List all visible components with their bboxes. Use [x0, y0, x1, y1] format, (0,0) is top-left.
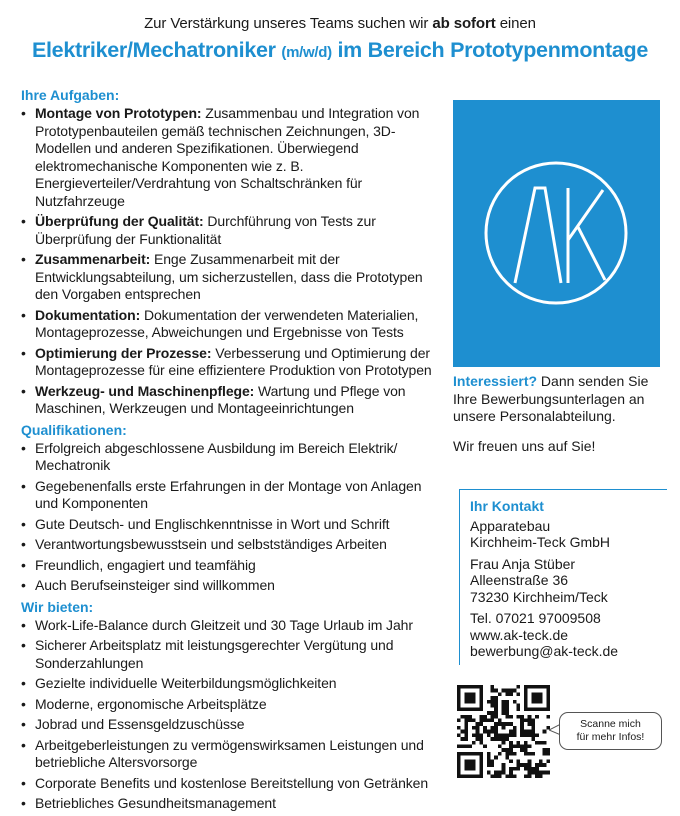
contact-street: Alleenstraße 36: [470, 572, 569, 588]
item-text: Durchführung von Tests zur Überprüfung der Funktionalität: [35, 213, 376, 247]
interest-closing: Wir freuen uns auf Sie!: [453, 437, 596, 454]
item-text: Corporate Benefits und kostenlose Bereitstellung von Getränken: [35, 774, 429, 791]
bieten-item: [21, 696, 441, 714]
intro-before: Zur Verstärkung unseres Teams suchen wir: [144, 15, 433, 32]
contact-channels: [470, 610, 667, 660]
item-text: Dokumentation der verwendeten Materialien, Montageprozesse, Abweichungen und Ergebnisse von Tests: [35, 306, 419, 340]
bieten-list: [21, 617, 441, 813]
qualifikationen-item: [21, 557, 441, 575]
contact-person: Frau Anja Stüber: [470, 555, 576, 572]
company-logo: [453, 100, 660, 367]
company-line-2: Kirchheim-Teck GmbH: [470, 534, 611, 550]
item-text: Wartung und Pflege von Maschinen, Werkzeugen und Montageeinrichtungen: [35, 382, 406, 416]
qr-callout: [559, 712, 662, 750]
aufgaben-item: [21, 307, 441, 342]
intro-line: [0, 15, 680, 32]
qualifikationen-item: [21, 536, 441, 554]
qualifikationen-item: [21, 478, 441, 513]
contact-heading: Ihr Kontakt: [470, 498, 544, 514]
item-text: Freundlich, engagiert und teamfähig: [35, 556, 256, 573]
aufgaben-list: [21, 105, 441, 418]
item-text: Verbesserung und Optimierung der Montageprozesse für eine effizientere Produktion von Prototypen: [35, 344, 432, 378]
item-title: Werkzeug- und Maschinenpflege:: [35, 382, 255, 399]
item-text: Erfolgreich abgeschlossene Ausbildung im Bereich Elektrik/ Mechatronik: [35, 439, 398, 473]
qualifikationen-item: [21, 516, 441, 534]
intro-after: einen: [495, 15, 536, 32]
intro-bold: ab sofort: [432, 15, 496, 32]
item-text: Gegebenenfalls erste Erfahrungen in der Montage von Anlagen und Komponenten: [35, 477, 422, 511]
item-title: Dokumentation:: [35, 306, 141, 323]
item-title: Optimierung der Prozesse:: [35, 344, 212, 361]
item-text: Sicherer Arbeitsplatz mit leistungsgerechter Vergütung und Sonderzahlungen: [35, 637, 394, 671]
item-text: Gezielte individuelle Weiterbildungsmöglichkeiten: [35, 675, 337, 691]
job-title-rest: im Bereich Prototypenmontage: [331, 38, 649, 62]
bieten-item: [21, 637, 441, 672]
job-title: [0, 38, 680, 63]
job-title-main: Elektriker/Mechatroniker: [31, 38, 282, 62]
job-title-gender: (m/w/d): [281, 44, 332, 61]
item-text: Verantwortungsbewusstsein und selbstständiges Arbeiten: [35, 536, 387, 552]
qualifikationen-list: [21, 440, 441, 595]
qr-callout-line-2: für mehr Infos!: [576, 731, 645, 743]
bieten-item: [21, 795, 441, 813]
qualifikationen-item: [21, 577, 441, 595]
contact-email-link[interactable]: bewerbung@ak-teck.de: [470, 643, 619, 659]
interest-block: [453, 373, 663, 467]
contact-company: [470, 518, 667, 551]
item-text: Arbeitgeberleistungen zu vermögenswirksamen Leistungen und betriebliche Altersvorsorge: [35, 736, 424, 770]
item-text: Moderne, ergonomische Arbeitsplätze: [35, 695, 267, 712]
item-title: Überprüfung der Qualität:: [35, 213, 204, 229]
contact-website-link[interactable]: www.ak-teck.de: [470, 626, 569, 643]
left-column: [21, 86, 441, 816]
contact-box: [459, 489, 667, 665]
item-title: Zusammenarbeit:: [35, 251, 151, 267]
aufgaben-item: [21, 105, 441, 210]
bieten-item: [21, 737, 441, 772]
qualifikationen-item: [21, 440, 441, 475]
aufgaben-item: [21, 251, 441, 304]
item-text: Gute Deutsch- und Englischkenntnisse in Wort und Schrift: [35, 515, 390, 532]
aufgaben-item: [21, 345, 441, 380]
item-title: Montage von Prototypen:: [35, 105, 202, 121]
interest-heading: Interessiert?: [453, 373, 538, 389]
item-text: Zusammenbau und Integration von Prototypenbauteilen gemäß technischen Zeichnungen, 3D-Modellen und anderen Spezifikationen. Überwiegend elektromechanische Komponenten wie z. B. Energieverteiler/Verdrahtung von Schaltschränken für Nutzfahrzeuge: [35, 105, 420, 209]
aufgaben-item: [21, 213, 441, 248]
bieten-item: [21, 675, 441, 693]
item-text: Work-Life-Balance durch Gleitzeit und 30 Tage Urlaub im Jahr: [35, 616, 413, 633]
item-text: Enge Zusammenarbeit mit der Entwicklungsabteilung, um sicherzustellen, dass die Prototypen den Vorgaben entsprechen: [35, 251, 423, 302]
contact-address: [470, 556, 667, 606]
contact-city: 73230 Kirchheim/Teck: [470, 588, 608, 605]
bieten-item: [21, 716, 441, 734]
qr-callout-line-1: Scanne mich: [580, 718, 641, 730]
company-line-1: Apparatebau: [470, 517, 551, 534]
aufgaben-heading: Ihre Aufgaben:: [21, 87, 120, 103]
item-text: Auch Berufseinsteiger sind willkommen: [35, 577, 275, 593]
interest-text: Dann senden Sie Ihre Bewerbungsunterlagen an unsere Personalabteilung.: [453, 373, 649, 424]
bieten-item: [21, 775, 441, 793]
item-text: Jobrad und Essensgeldzuschüsse: [35, 716, 245, 732]
bieten-heading: Wir bieten:: [21, 598, 94, 615]
aufgaben-item: [21, 383, 441, 418]
ak-logo-icon: [453, 100, 660, 367]
interest-paragraph: [453, 373, 663, 426]
bieten-item: [21, 617, 441, 635]
qr-code-icon[interactable]: [457, 685, 550, 778]
item-text: Betriebliches Gesundheitsmanagement: [35, 795, 276, 811]
contact-phone[interactable]: Tel. 07021 97009508: [470, 610, 601, 626]
qualifikationen-heading: Qualifikationen:: [21, 421, 127, 438]
